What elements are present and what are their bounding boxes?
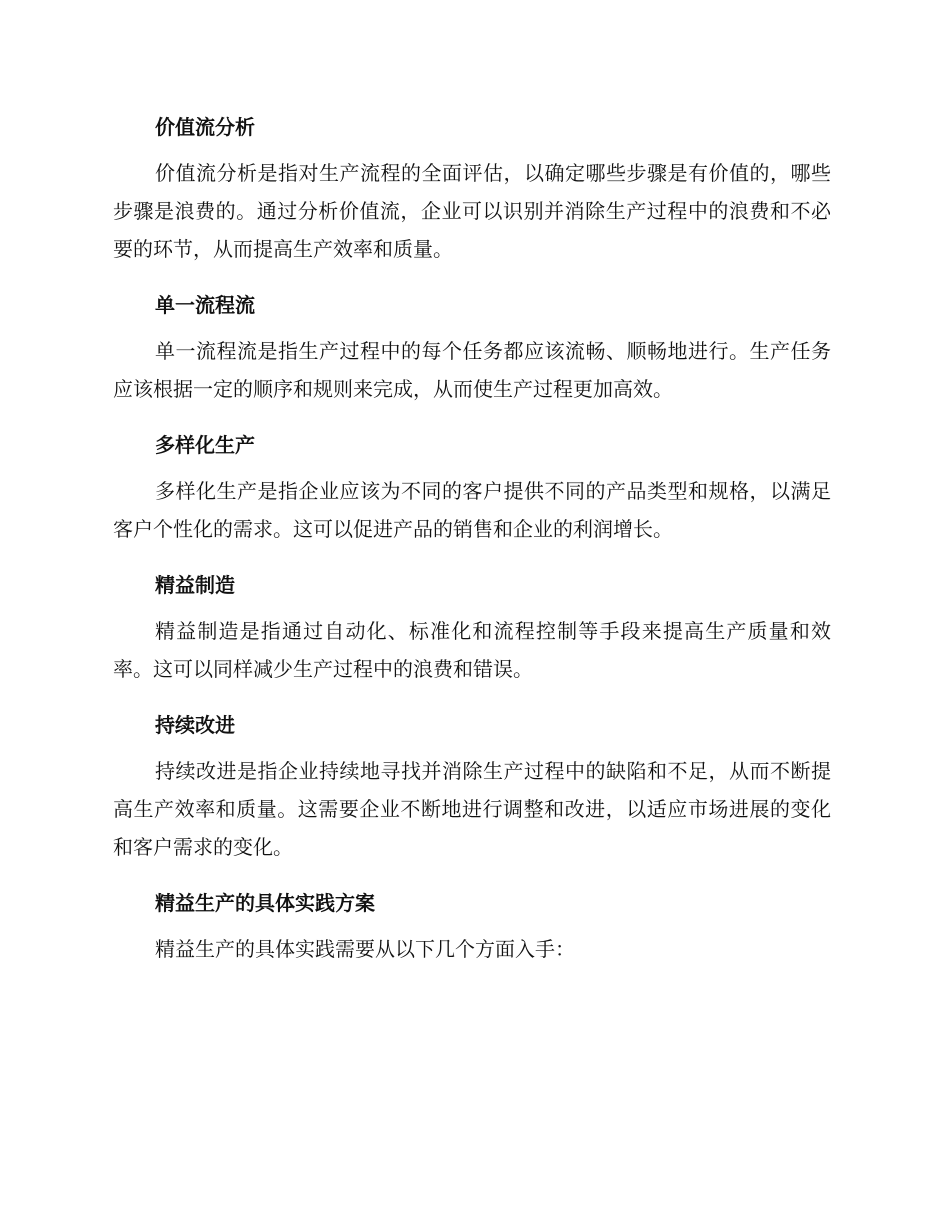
section-paragraph: 持续改进是指企业持续地寻找并消除生产过程中的缺陷和不足，从而不断提高生产效率和质量。这需要企业不断地进行调整和改进，以适应市场进展的变化和客户需求的变化。 xyxy=(113,759,831,859)
section-heading: 精益制造 xyxy=(155,573,235,597)
section-heading: 持续改进 xyxy=(155,713,235,737)
section-paragraph: 多样化生产是指企业应该为不同的客户提供不同的产品类型和规格，以满足客户个性化的需求。这可以促进产品的销售和企业的利润增长。 xyxy=(113,479,831,541)
section-single-piece-flow xyxy=(113,286,831,408)
section-lean-manufacturing xyxy=(113,566,831,688)
section-heading: 价值流分析 xyxy=(155,115,255,139)
section-paragraph: 单一流程流是指生产过程中的每个任务都应该流畅、顺畅地进行。生产任务应该根据一定的顺序和规则来完成，从而使生产过程更加高效。 xyxy=(113,339,831,401)
section-paragraph: 精益制造是指通过自动化、标准化和流程控制等手段来提高生产质量和效率。这可以同样减少生产过程中的浪费和错误。 xyxy=(113,619,831,681)
section-value-stream-analysis xyxy=(113,108,831,268)
section-heading: 单一流程流 xyxy=(155,293,255,317)
section-continuous-improvement xyxy=(113,706,831,866)
section-lean-production-practice-plan xyxy=(113,884,831,968)
section-diversified-production xyxy=(113,426,831,548)
section-heading: 精益生产的具体实践方案 xyxy=(155,891,375,915)
section-paragraph: 价值流分析是指对生产流程的全面评估，以确定哪些步骤是有价值的，哪些步骤是浪费的。通过分析价值流，企业可以识别并消除生产过程中的浪费和不必要的环节，从而提高生产效率和质量。 xyxy=(113,161,831,261)
section-paragraph: 精益生产的具体实践需要从以下几个方面入手： xyxy=(155,937,575,961)
section-heading: 多样化生产 xyxy=(155,433,255,457)
document-content xyxy=(113,108,831,986)
